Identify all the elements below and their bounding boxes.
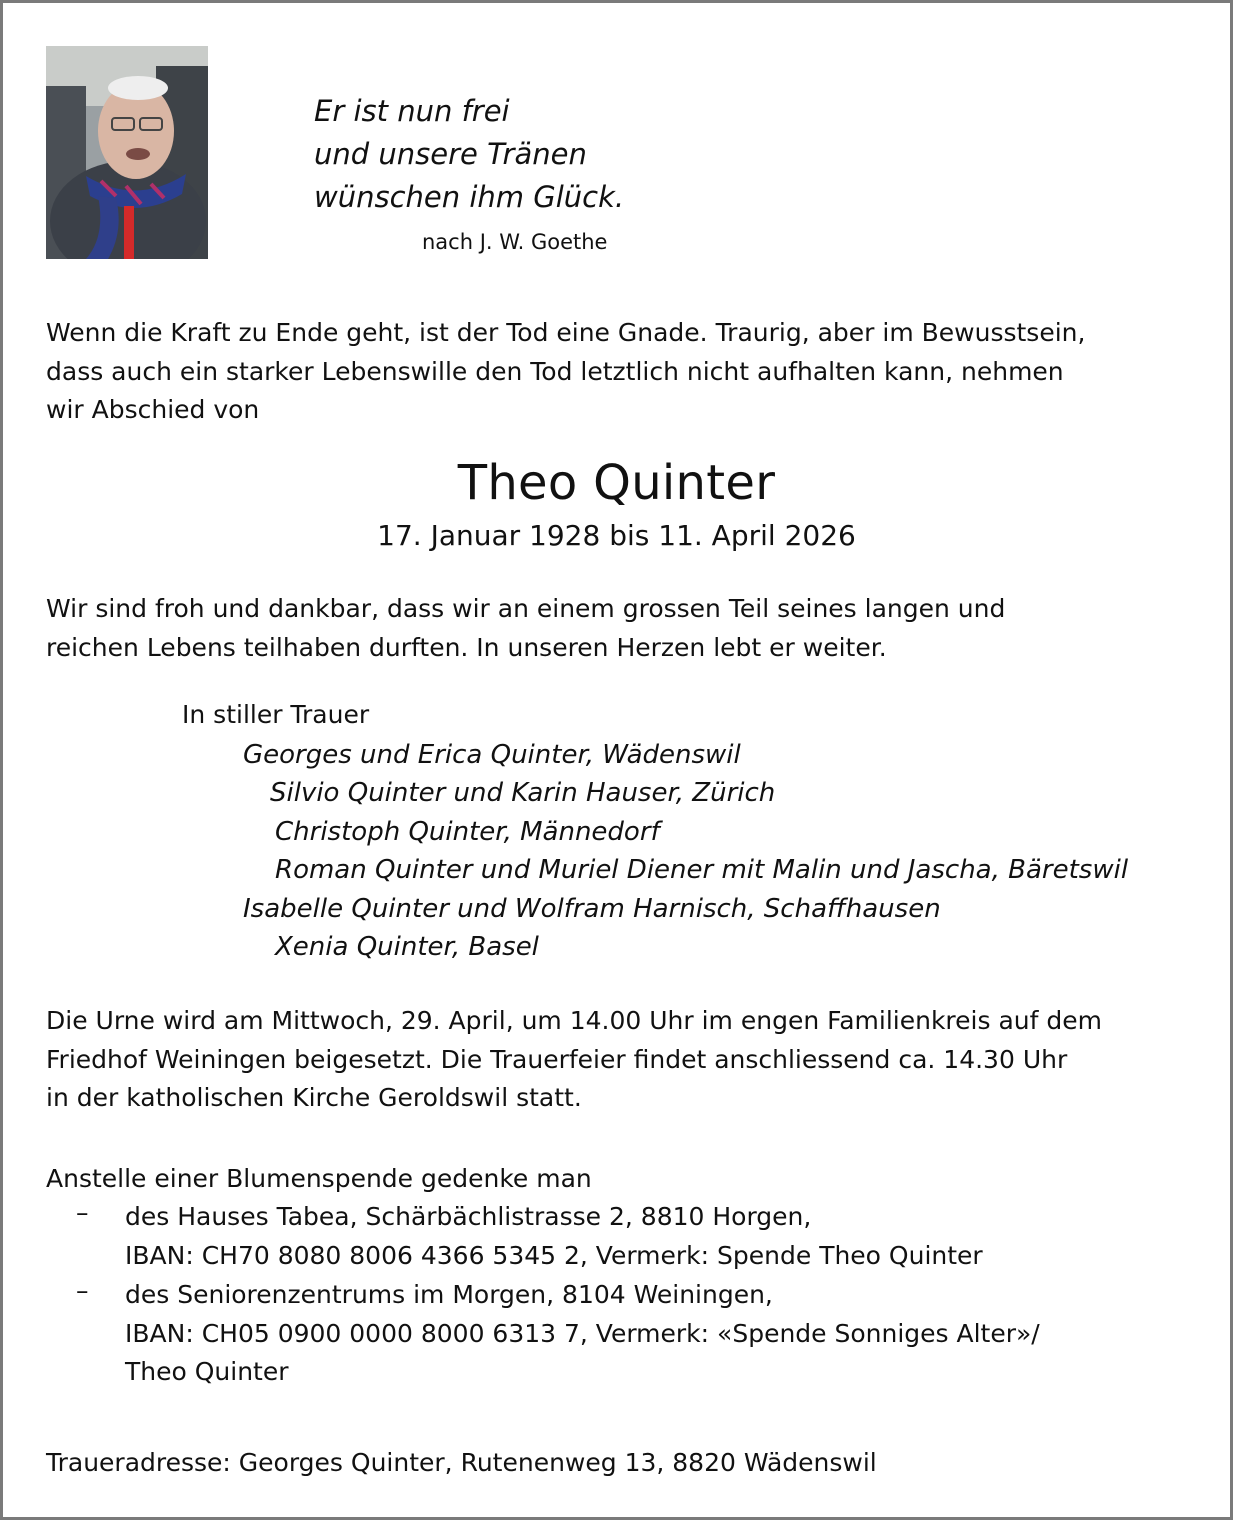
gratitude-paragraph: [46, 590, 1005, 667]
quote-line: wünschen ihm Glück.: [314, 180, 625, 214]
gratitude-line: Wir sind froh und dankbar, dass wir an einem grossen Teil seines langen und: [46, 594, 1006, 623]
ceremony-line: Die Urne wird am Mittwoch, 29. April, um 14.00 Uhr im engen Familienkreis auf dem: [46, 1006, 1102, 1035]
mourners-heading: In stiller Trauer: [182, 700, 370, 729]
quote-line: Er ist nun frei: [314, 94, 510, 128]
intro-line: dass auch ein starker Lebenswille den Tod letztlich nicht aufhalten kann, nehmen: [46, 356, 1064, 386]
donation-line: IBAN: CH70 8080 8006 4366 5345 2, Vermerk: Spende Theo Quinter: [125, 1240, 983, 1270]
mourner-entry: Roman Quinter und Muriel Diener mit Malin und Jascha, Bäretswil: [275, 855, 1129, 885]
mourner-entry: Silvio Quinter und Karin Hauser, Zürich: [270, 778, 776, 808]
list-bullet: –: [76, 1276, 89, 1305]
intro-paragraph: [46, 314, 1085, 430]
ceremony-paragraph: [46, 1002, 1102, 1118]
donation-item: [125, 1276, 1040, 1392]
mourning-address: Traueradresse: Georges Quinter, Rutenenweg 13, 8820 Wädenswil: [46, 1448, 877, 1477]
donation-line: IBAN: CH05 0900 0000 8000 6313 7, Vermerk: «Spende Sonniges Alter»/: [125, 1318, 1040, 1348]
donation-heading: Anstelle einer Blumenspende gedenke man: [46, 1164, 592, 1193]
life-dates: 17. Januar 1928 bis 11. April 2026: [377, 519, 856, 552]
mourner-entry: Xenia Quinter, Basel: [275, 932, 539, 962]
poem-quote: [314, 90, 624, 219]
list-bullet: –: [76, 1198, 89, 1227]
intro-line: Wenn die Kraft zu Ende geht, ist der Tod eine Gnade. Traurig, aber im Bewusstsein,: [46, 318, 1086, 347]
gratitude-line: reichen Lebens teilhaben durften. In unseren Herzen lebt er weiter.: [46, 632, 887, 662]
ceremony-line: in der katholischen Kirche Geroldswil statt.: [46, 1083, 582, 1112]
mourner-entry: Christoph Quinter, Männedorf: [275, 817, 660, 847]
ceremony-line: Friedhof Weiningen beigesetzt. Die Trauerfeier findet anschliessend ca. 14.30 Uhr: [46, 1044, 1068, 1074]
mourner-entry: Georges und Erica Quinter, Wädenswil: [243, 740, 741, 770]
portrait-photo: [46, 46, 208, 259]
donation-line: Theo Quinter: [125, 1357, 289, 1386]
portrait-image: [46, 46, 208, 259]
deceased-name: Theo Quinter: [457, 455, 776, 511]
mourner-entry: Isabelle Quinter und Wolfram Harnisch, Schaffhausen: [243, 894, 941, 924]
donation-line: des Hauses Tabea, Schärbächlistrasse 2, 8810 Horgen,: [125, 1202, 812, 1231]
intro-line: wir Abschied von: [46, 395, 260, 424]
donation-item: [125, 1198, 983, 1275]
quote-line: und unsere Tränen: [314, 137, 587, 171]
donation-line: des Seniorenzentrums im Morgen, 8104 Weiningen,: [125, 1280, 773, 1309]
quote-attribution: nach J. W. Goethe: [422, 230, 608, 254]
